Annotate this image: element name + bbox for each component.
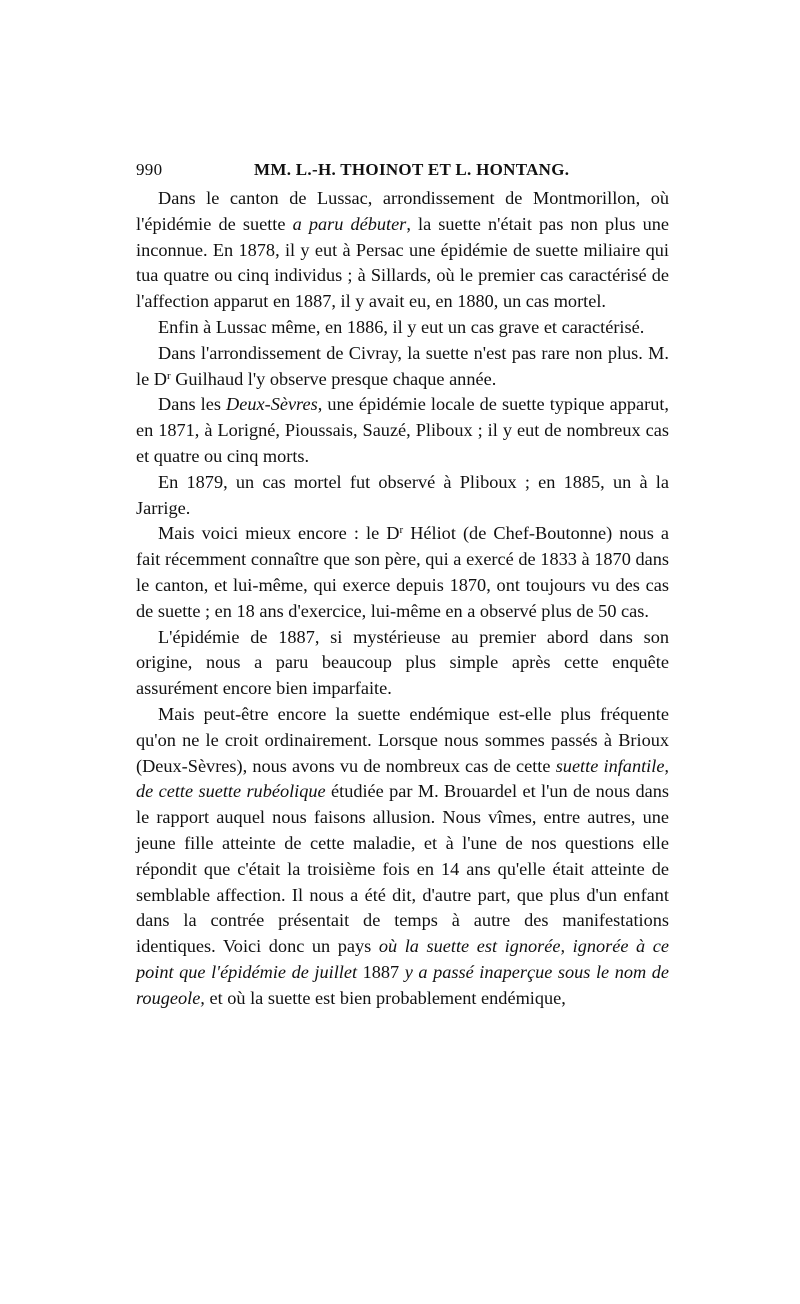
- paragraph-heliot: [136, 521, 669, 624]
- text-segment: étudiée par M. Brouardel et l'un de nous dans le rapport auquel nous faisons allusion. Nous vîmes, entre autres, une jeune fille atteinte de cette maladie, et à l'une de nos questions elle répondit que c'était la troisième fois en 14 ans qu'elle était atteinte de semblable affection. Il nous a été dit, d'autre part, que plus d'un enfant dans la contrée présentait de temps à autre des manifestations identiques. Voici donc un pays: [136, 781, 669, 957]
- text-segment: et où la suette est bien probablement endémique,: [204, 987, 566, 1008]
- text-segment: En 1879, un cas mortel fut observé à Pliboux ; en 1885, un à la Jarrige.: [136, 471, 669, 518]
- text-segment-italic: suette infantile, de cette suette rubéolique: [136, 755, 670, 802]
- running-title: MM. L.-H. THOINOT ET L. HONTANG.: [254, 160, 570, 179]
- text-segment: , une épidémie locale de suette typique apparut, en 1871, à Lorigné, Pioussais, Sauzé, Pliboux ; il y eut de nombreux cas et quatre ou cinq morts.: [136, 394, 669, 466]
- text-segment: Mais peut-être encore la suette endémique est-elle plus fréquente qu'on ne le croit ordinairement. Lorsque nous sommes passés à Brioux (Deux-Sèvres), nous avons vu de nombreux cas de cette: [136, 703, 669, 776]
- text-segment: 1887: [357, 961, 405, 982]
- text-segment: Guilhaud l'y observe presque chaque année.: [170, 368, 497, 389]
- text-segment: Héliot (de Chef-Boutonne) nous a fait récemment connaître que son père, qui a exercé de 1833 à 1870 dans le canton, et lui-même, qui exerce depuis 1870, ont toujours vu des cas de suette ; en 18 ans d'exercice, lui-même en a observé plus de 50 cas.: [136, 523, 670, 621]
- text-segment-superscript: r: [166, 369, 171, 382]
- paragraph-1879: [136, 470, 669, 522]
- text-segment: Enfin à Lussac même, en 1886, il y eut un cas grave et caractérisé.: [158, 316, 645, 337]
- text-segment-italic: où la suette est ignorée, ignorée à ce point que l'épidémie de juillet: [136, 936, 669, 982]
- paragraph-epidemie-1887: [136, 625, 669, 702]
- text-segment: L'épidémie de 1887, si mystérieuse au premier abord dans son origine, nous a paru beaucoup plus simple après cette enquête assurément encore bien imparfaite.: [136, 626, 669, 699]
- page-number: 990: [136, 160, 163, 179]
- paragraph-civray: [136, 341, 669, 393]
- text-segment: Dans les: [158, 394, 227, 415]
- text-segment-italic: y a passé inaperçue sous le nom de rougeole,: [136, 961, 670, 1008]
- paragraph-brioux: [136, 702, 669, 1012]
- text-segment-superscript: r: [399, 524, 404, 537]
- text-segment: Dans le canton de Lussac, arrondissement de Montmorillon, où l'épidémie de suette: [136, 188, 669, 234]
- body-text: [136, 186, 669, 1012]
- text-segment-italic: a paru débuter: [292, 213, 407, 234]
- text-segment-italic: Deux-Sèvres: [226, 394, 318, 415]
- paragraph-deux-sevres: [136, 392, 669, 469]
- paragraph-lussac: [136, 186, 669, 315]
- text-segment: , la suette n'était pas non plus une inconnue. En 1878, il y eut à Persac une épidémie de suette miliaire qui tua quatre ou cinq individus ; à Sillards, où le premier cas caractérisé de l'affection apparut en 1887, il y avait eu, en 1880, un cas mortel.: [136, 213, 669, 312]
- book-page: [136, 160, 669, 1012]
- running-header: [136, 160, 669, 184]
- text-segment: Dans l'arrondissement de Civray, la suette n'est pas rare non plus. M. le D: [136, 342, 669, 389]
- paragraph-lussac-meme: [136, 315, 669, 341]
- text-segment: Mais voici mieux encore : le D: [158, 523, 400, 544]
